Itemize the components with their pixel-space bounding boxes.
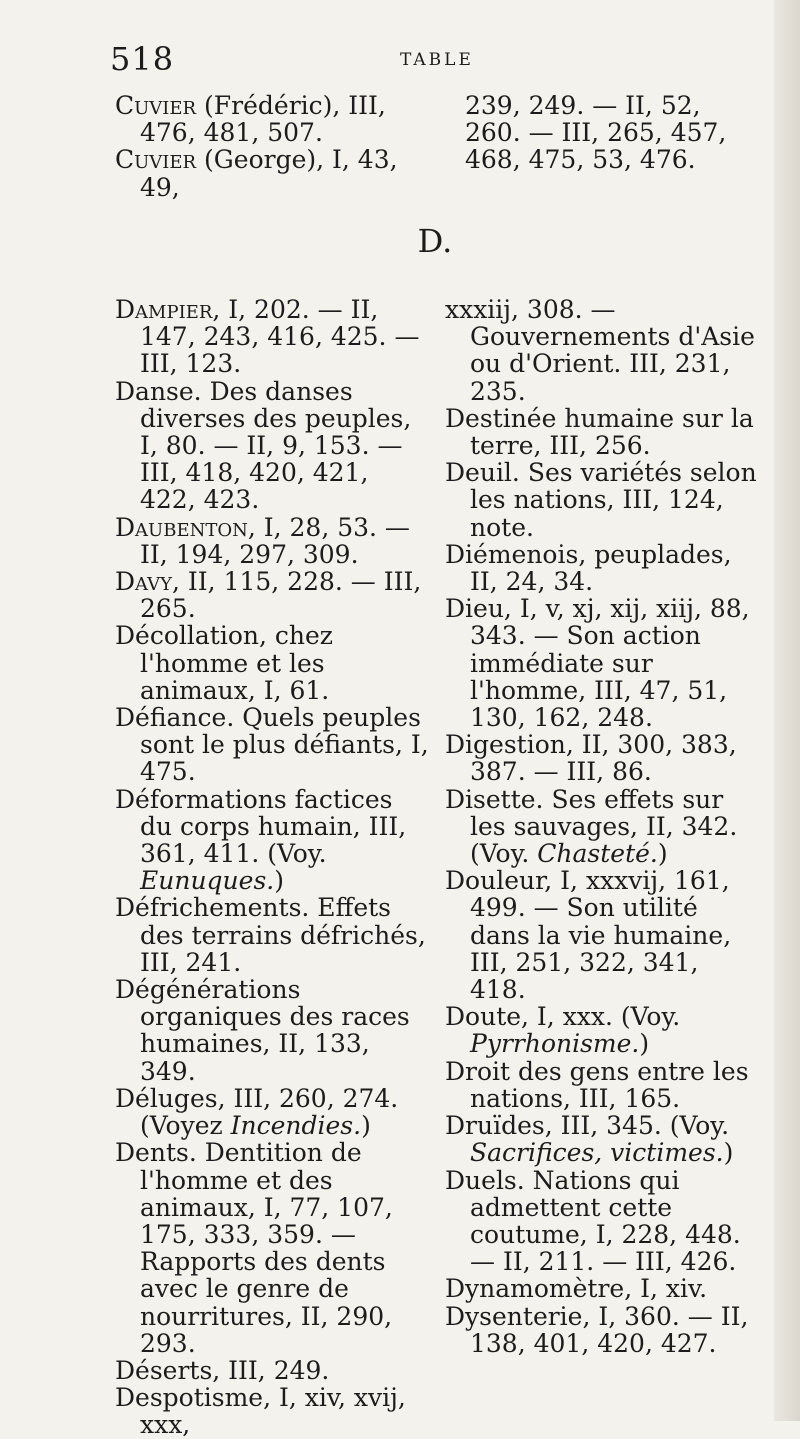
section-letter: D. [417,222,453,260]
index-entry: Défiance. Quels peuples sont le plus défiants, I, 475. [115,703,429,787]
index-entry: Dysenterie, I, 360. — II, 138, 401, 420, 427. [445,1301,749,1358]
index-entry: Défrichements. Effets des terrains défrichés, III, 241. [115,893,426,977]
index-entry: Danse. Des danses diverses des peuples, I, 80. — II, 9, 153. — III, 418, 420, 421, 422, 423. [115,376,412,515]
index-entry: Droit des gens entre les nations, III, 165. [445,1056,749,1113]
index-entry: Dampier, I, 202. — II, 147, 243, 416, 425. — III, 123. [115,295,420,379]
index-entry-continuation: 239, 249. — II, 52, 260. — III, 265, 457, 468, 475, 53, 476. [465,91,727,175]
top-right-column [445,92,760,174]
left-column [115,296,430,1439]
index-entry: Despotisme, I, xiv, xvij, xxx, [115,1383,406,1439]
index-entry: Deuil. Ses variétés selon les nations, III, 124, note. [445,458,757,542]
page-edge [774,0,800,1421]
index-entry: Dégénérations organiques des races humaines, II, 133, 349. [115,975,410,1086]
index-entry: Diémenois, peuplades, II, 24, 34. [445,539,732,597]
index-entry: Doute, I, xxx. (Voy. Pyrrhonisme.) [445,1002,681,1059]
index-entry: Destinée humaine sur la terre, III, 256. [445,403,754,461]
index-entry: Disette. Ses effets sur les sauvages, II, 342. (Voy. Chasteté.) [445,784,738,869]
page-header [110,40,740,90]
index-entry: Douleur, I, xxxvij, 161, 499. — Son utilité dans la vie humaine, III, 251, 322, 341, 418. [445,866,732,1005]
index-entry: Dieu, I, v, xj, xij, xiij, 88, 343. — Son action immédiate sur l'homme, III, 47, 51, 130, 162, 248. [445,594,750,733]
index-entry: Déserts, III, 249. [115,1355,330,1385]
running-title: TABLE [400,50,474,70]
index-entry: Dents. Dentition de l'homme et des animaux, I, 77, 107, 175, 333, 359. — Rapports des dents avec le genre de nourritures, II, 290, 293. [115,1138,393,1358]
index-entry: Digestion, II, 300, 383, 387. — III, 86. [445,730,737,787]
index-entry: Druïdes, III, 345. (Voy. Sacrifices, victimes.) [445,1111,734,1168]
index-entry: Cuvier (George), I, 43, 49, [115,145,398,202]
index-entry: Duels. Nations qui admettent cette coutume, I, 228, 448. — II, 211. — III, 426. [445,1165,741,1277]
index-entry: Déformations factices du corps humain, III, 361, 411. (Voy. Eunuques.) [115,784,407,896]
top-left-column [115,92,430,201]
index-entry: Déluges, III, 260, 274. (Voyez Incendies.) [115,1083,399,1141]
index-entry-continuation: xxxiij, 308. — Gouvernements d'Asie ou d'Orient. III, 231, 235. [445,295,755,406]
index-entry: Cuvier (Frédéric), III, 476, 481, 507. [115,91,386,148]
index-entry: Dynamomètre, I, xiv. [445,1274,708,1304]
index-entry: Davy, II, 115, 228. — III, 265. [115,567,422,624]
right-column [445,296,760,1357]
page-number: 518 [110,40,175,78]
index-entry: Décollation, chez l'homme et les animaux, I, 61. [115,621,333,705]
index-entry: Daubenton, I, 28, 53. — II, 194, 297, 309. [115,512,410,569]
